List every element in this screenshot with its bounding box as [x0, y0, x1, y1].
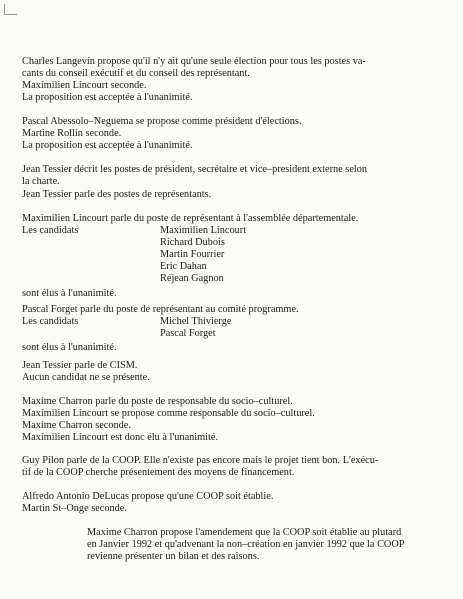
amendment-line: Maxime Charron propose l'amendement que la COOP soit établie au plutard — [87, 527, 402, 538]
amendment-line: en Janvier 1992 et qu'advenant la non–création en janvier 1992 que la COOP — [87, 539, 405, 550]
text-line: La proposition est acceptée à l'unanimité. — [22, 140, 193, 151]
candidate-name: Michel Thivierge — [160, 316, 232, 327]
text-line: Aucun candidat ne se présente. — [22, 372, 150, 383]
text-line: Maxime Charron seconde. — [22, 420, 131, 431]
text-line: Jean Tessier décrit les postes de président, secrétaire et vice–president externe selon — [22, 164, 368, 175]
text-line: Guy Pilon parle de la COOP. Elle n'existe pas encore mais le projet tient bon. L'exécu- — [22, 455, 379, 466]
candidate-name: Maximilien Lincourt — [160, 225, 247, 236]
text-line: La proposition est acceptée à l'unanimité. — [22, 92, 193, 103]
text-line: Les candidats — [22, 316, 79, 327]
text-line: Pascal Abessolo–Neguema se propose comme président d'élections. — [22, 116, 302, 127]
candidate-name: Martin Fourrier — [160, 249, 225, 260]
text-line: Maximilien Lincourt est donc élu à l'unanimité. — [22, 432, 219, 443]
candidate-name: Eric Dahan — [160, 261, 207, 272]
text-line: Jean Tessier parle de CISM. — [22, 360, 138, 371]
candidate-name: Réjean Gagnon — [160, 273, 224, 284]
text-line: Maximilien Lincourt parle du poste de représentant à l'assemblée départementale. — [22, 213, 359, 224]
text-line: Les candidats — [22, 225, 79, 236]
candidate-name: Pascal Forget — [160, 328, 216, 339]
text-line: tif de la COOP cherche présentement des moyens de financement. — [22, 467, 295, 478]
candidate-name: Richard Dubois — [160, 237, 225, 248]
text-line: la charte. — [22, 176, 60, 187]
text-line: cants du conseil exécutif et du conseil des représentant. — [22, 68, 250, 79]
text-line: Pascal Forget parle du poste de représentant au comité programme. — [22, 304, 299, 315]
text-line: Jean Tessier parle des postes de représentants. — [22, 189, 212, 200]
amendment-line: revienne présenter un bilan et des raisons. — [87, 551, 260, 562]
text-line: Maximilien Lincourt seconde. — [22, 80, 147, 91]
text-line: Martine Rollin seconde. — [22, 128, 122, 139]
text-line: Alfredo Antonio DeLucas propose qu'une COOP soit établie. — [22, 491, 274, 502]
text-line: Maxime Charron parle du poste de responsable du socio–culturel. — [22, 396, 293, 407]
text-line: Charles Langevin propose qu'il n'y ait qu'une seule élection pour tous les postes va- — [22, 56, 366, 67]
text-line: Maximilien Lincourt se propose comme responsable du socio–culturel. — [22, 408, 315, 419]
text-line: sont élus à l'unanimité. — [22, 342, 117, 353]
text-line: Martin St–Onge seconde. — [22, 503, 127, 514]
text-line: sont élus à l'unanimité. — [22, 288, 117, 299]
page-corner-mark — [4, 4, 17, 15]
